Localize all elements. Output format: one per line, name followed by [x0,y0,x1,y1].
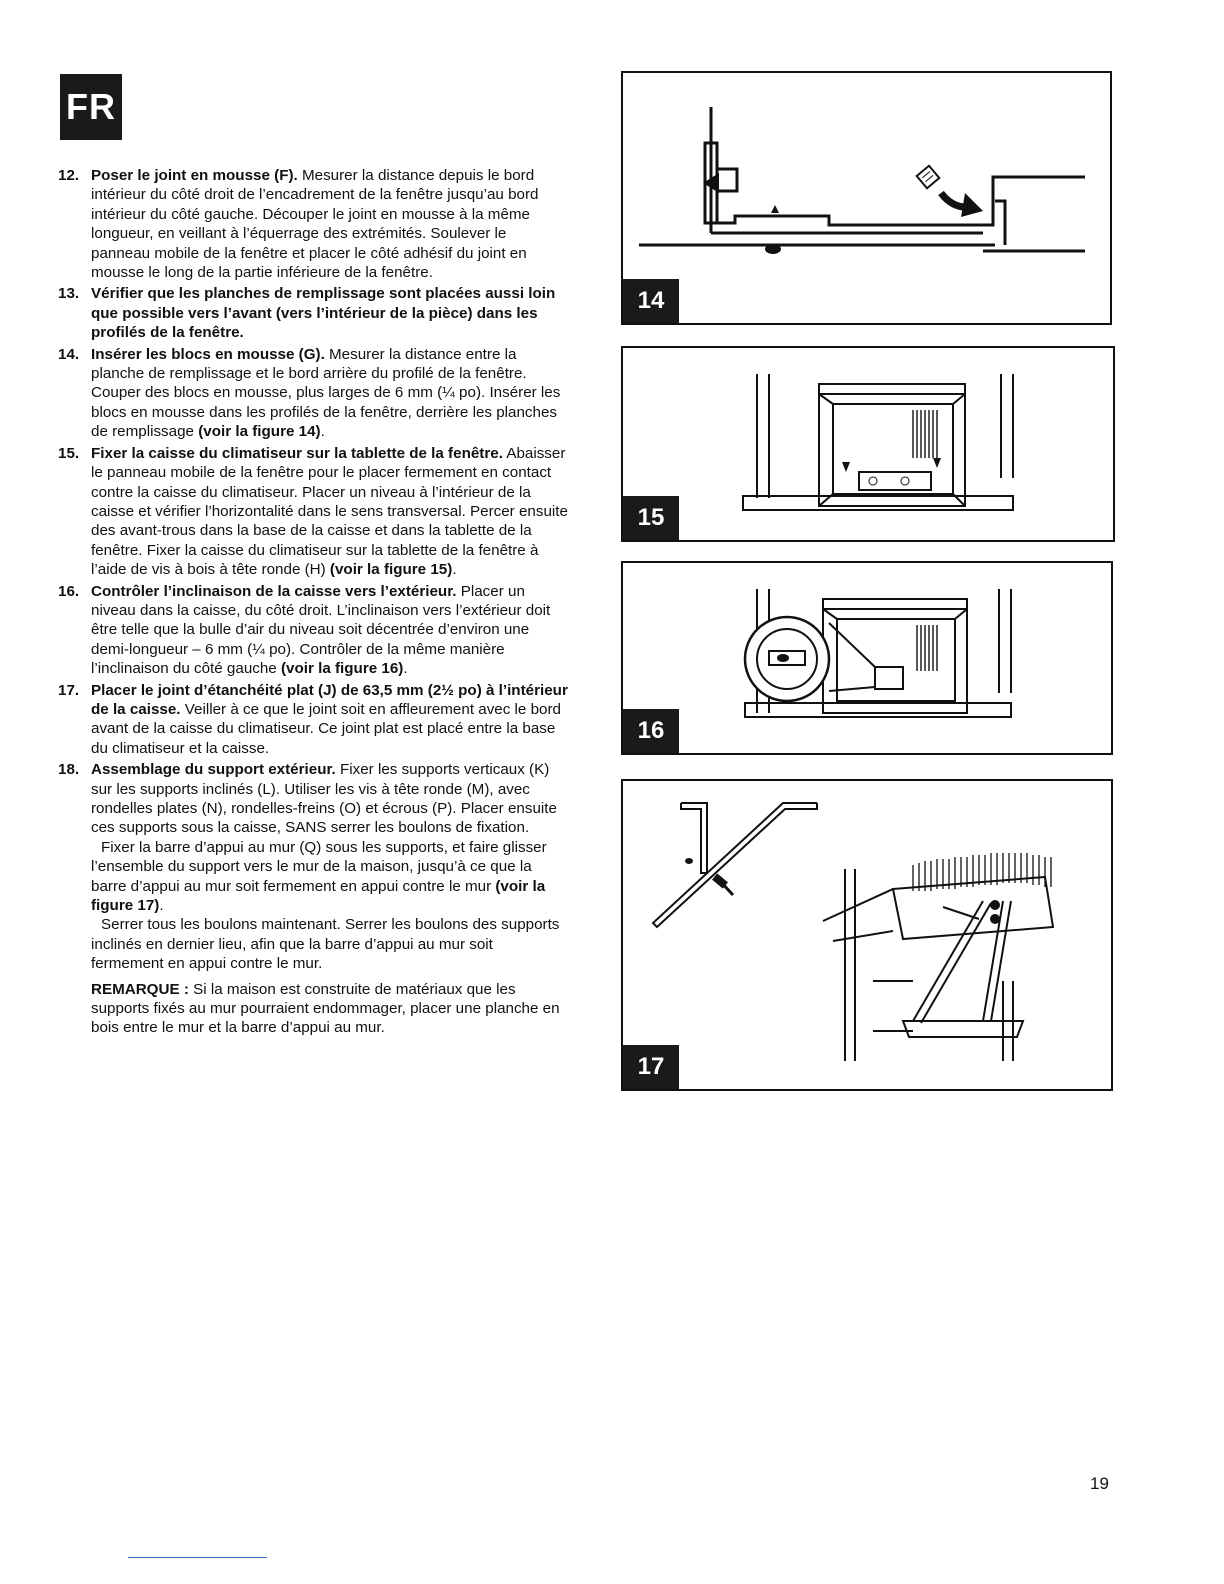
figure-16-illustration [623,563,1111,753]
figure-14 [621,71,1112,325]
figure-15 [621,346,1115,542]
figure-17 [621,779,1113,1091]
step-18 [58,760,568,973]
step-number: 14. [58,345,80,363]
step-12 [58,166,568,282]
language-badge: FR [60,74,122,140]
bolt-icon [712,873,733,895]
step-number: 16. [58,582,80,600]
figure-reference: (voir la figure 17) [91,877,546,915]
step-number: 17. [58,681,80,699]
instruction-steps [58,166,568,976]
figure-14-illustration [623,73,1110,323]
step-13 [58,284,568,342]
note-text: Si la maison est construite de matériaux que les supports fixés au mur pourraient endommager, placer une planche en bois entre le mur et la barre d’appui au mur. [91,980,560,1037]
page-number: 19 [1090,1474,1109,1493]
figure-number-badge: 16 [623,709,679,753]
step-text-end: . [452,561,457,579]
step-17 [58,681,568,759]
foam-block-icon [917,166,940,189]
step-title: Contrôler l’inclinaison de la caisse vers l’extérieur. [91,582,457,600]
step-title: Vérifier que les planches de remplissage sont placées aussi loin que possible vers l’avant (vers l’intérieur de la pièce) dans les profilés de la fenêtre. [91,285,556,342]
step-text: Abaisser le panneau mobile de la fenêtre pour le placer fermement en contact contre la caisse du climatiseur. Placer un niveau à l’intérieur de la caisse et vérifier l’horizontalité dans le sens transversal. Percer ensuite des avant-trous dans la base de la caisse et dans la tablette de la fenêtre. Fixer la caisse du climatiseur sur la tablette de la fenêtre à l’aide de vis à bois à tête ronde (H) [91,444,568,579]
figure-number-badge: 15 [623,496,679,540]
step-number: 12. [58,167,80,184]
step-text: Fixer la barre d’appui au mur (Q) sous les supports, et faire glisser l’ensemble du support vers le mur de la maison, jusqu’à ce que la barre d’appui au mur soit fermement en appui contre le mur [91,838,547,895]
screw-arrow-icon [933,458,941,468]
figure-16 [621,561,1113,755]
note-label: REMARQUE : [91,980,189,998]
figure-reference: (voir la figure 16) [280,660,404,678]
step-text-end: . [403,660,408,678]
note [58,980,568,1038]
step-number: 13. [58,285,80,303]
step-text: Placer un niveau dans la caisse, du côté droit. L’inclinaison vers l’extérieur doit être telle que la bulle d’air du niveau soit décentrée d’environ une demi-longueur – 6 mm (¼ po). Contrôler de la même manière l’inclinaison du côté gauche [91,582,551,678]
step-text: Veiller à ce que le joint soit en affleurement avec le bord avant de la caisse du climatiseur. Ce joint plat est placé entre la base du climatiseur et la caisse. [91,700,561,757]
step-title: Fixer la caisse du climatiseur sur la tablette de la fenêtre. [91,444,503,462]
footer-divider [128,1557,267,1558]
figure-number-badge: 17 [623,1045,679,1089]
step-number: 18. [58,761,80,779]
step-title: Poser le joint en mousse (F). [91,167,298,184]
step-title: Assemblage du support extérieur. [91,761,336,779]
step-text: Serrer tous les boulons maintenant. Serrer les boulons des supports inclinés en dernier lieu, afin que la barre d’appui au mur soit fermement en appui contre le mur. [91,916,560,973]
step-number: 15. [58,444,80,462]
step-15 [58,444,568,580]
step-text-end: . [320,423,325,441]
step-text: Mesurer la distance entre la planche de remplissage et le bord arrière du profilé de la fenêtre. Couper des blocs en mousse, plus larges de 6 mm (¼ po). Insérer les blocs en mousse dans les profilés de la fenêtre, derrière les planches de remplissage [91,345,561,441]
figure-reference: (voir la figure 15) [329,561,453,579]
figure-number-badge: 14 [623,279,679,323]
step-text-end: . [159,897,164,915]
step-14 [58,345,568,442]
figure-15-illustration [623,348,1113,540]
step-16 [58,582,568,679]
screw-arrow-icon [842,462,850,472]
figure-17-illustration [623,781,1111,1089]
step-text: Mesurer la distance depuis le bord intérieur du côté droit de l’encadrement de la fenêtre jusqu’au bord intérieur du côté gauche. Découper le joint en mousse à la même longueur, en veillant à l’équerrage des extrémités. Soulever le panneau mobile de la fenêtre et placer le côté adhésif du joint en mousse le long de la partie inférieure de la fenêtre. [91,167,539,282]
step-title: Placer le joint d’étanchéité plat (J) de 63,5 mm (2½ po) à l’intérieur de la caisse. [91,681,568,718]
step-text: Fixer les supports verticaux (K) sur les supports inclinés (L). Utiliser les vis à tête ronde (M), avec rondelles plates (N), rondelles-freins (O) et écrous (P). Placer ensuite ces supports sous la caisse, SANS serrer les boulons de fixation. [91,761,557,837]
step-title: Insérer les blocs en mousse (G). [91,345,325,363]
figure-reference: (voir la figure 14) [198,423,321,441]
